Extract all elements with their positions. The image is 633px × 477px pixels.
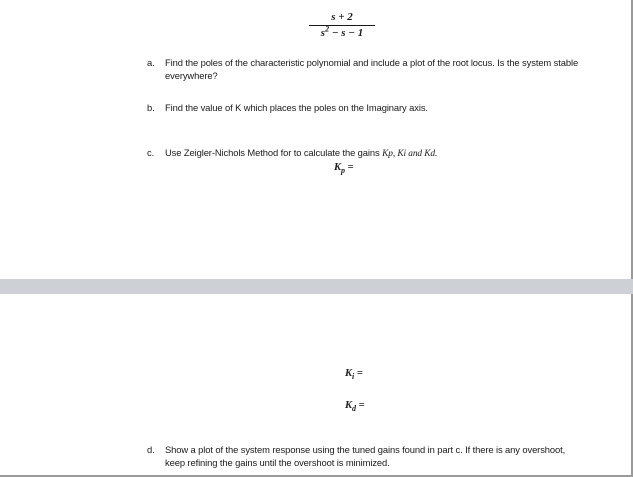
question-b [147,101,587,114]
question-c-gains-math: Kp, Ki and Kd. [382,149,438,159]
question-d [147,443,587,469]
question-c [147,146,587,161]
question-c-marker: c. [147,147,155,158]
question-b-marker: b. [147,102,155,113]
question-d-marker: d. [147,444,155,455]
question-d-text: Show a plot of the system response using the tuned gains found in part c. If there is any overshoot, keep refining the gains until the overshoot is minimized. [165,444,566,468]
tf-denominator: $s^2 - s - 1$ [320,24,364,39]
question-a [147,56,587,82]
question-b-text: Find the value of K which places the poles on the Imaginary axis. [165,102,428,113]
question-c-text: Use Zeigler-Nichols Method for to calculate the gains Kp, Ki and Kd. [165,147,438,159]
gain-kd-label: $K_d$ = [345,400,365,414]
transfer-function [305,11,379,40]
question-a-marker: a. [147,57,155,68]
gain-ki-label: $K_i$ = [345,368,363,382]
gain-kp-label: $K_p$ = [334,162,354,176]
question-a-text: Find the poles of the characteristic polynomial and include a plot of the root locus. Is the system stable everywhere? [165,57,579,81]
tf-numerator: s + 2 [331,11,353,23]
page-break-band [0,279,633,294]
